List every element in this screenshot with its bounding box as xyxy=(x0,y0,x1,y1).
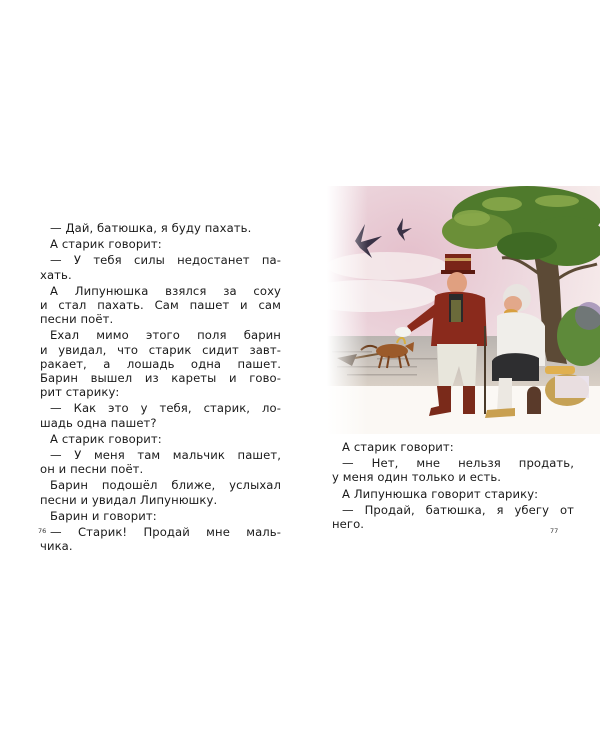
text-line: А старик говорит: xyxy=(50,237,162,252)
text-line: и увидал, что старик сидит завт- xyxy=(40,342,281,357)
text-line: он и песни поёт. xyxy=(40,462,144,477)
text-line: ракает, а лошадь одна пашет. xyxy=(40,356,281,371)
text-line: Ехал мимо этого поля барин xyxy=(50,328,281,343)
page-number-left: 76 xyxy=(38,527,47,535)
text-line: Барин и говорит: xyxy=(50,508,157,523)
text-line: А старик говорит: xyxy=(50,431,162,446)
text-line: — Как это у тебя, старик, ло- xyxy=(50,401,281,416)
story-illustration xyxy=(327,186,600,434)
text-line: А Липунюшка говорит старику: xyxy=(342,486,539,501)
text-line: — У тебя силы недостанет па- xyxy=(50,253,281,268)
text-line: песни поёт. xyxy=(40,312,114,327)
text-line: чика. xyxy=(40,539,73,554)
text-line: рит старику: xyxy=(40,385,120,400)
right-page-text xyxy=(332,440,574,531)
text-line: у меня один только и есть. xyxy=(332,470,502,485)
text-line: Барин вышел из кареты и гово- xyxy=(40,371,281,386)
left-page-text xyxy=(40,221,281,553)
text-line: и стал пахать. Сам пашет и сам xyxy=(40,298,281,313)
text-line: А Липунюшка взялся за соху xyxy=(50,283,281,298)
text-line: песни и увидал Липунюшку. xyxy=(40,492,218,507)
page-number-right: 77 xyxy=(550,527,559,535)
text-line: хать. xyxy=(40,267,72,282)
text-line: — Дай, батюшка, я буду пахать. xyxy=(50,221,252,235)
text-line: — Нет, мне нельзя продать, xyxy=(342,456,574,471)
text-line: А старик говорит: xyxy=(342,440,454,454)
text-line: — У меня там мальчик пашет, xyxy=(50,448,281,463)
text-line: Барин подошёл ближе, услыхал xyxy=(50,478,281,493)
text-line: — Старик! Продай мне маль- xyxy=(50,525,281,540)
text-line: него. xyxy=(332,517,365,532)
text-line: шадь одна пашет? xyxy=(40,415,157,430)
text-line: — Продай, батюшка, я убегу от xyxy=(342,502,574,517)
